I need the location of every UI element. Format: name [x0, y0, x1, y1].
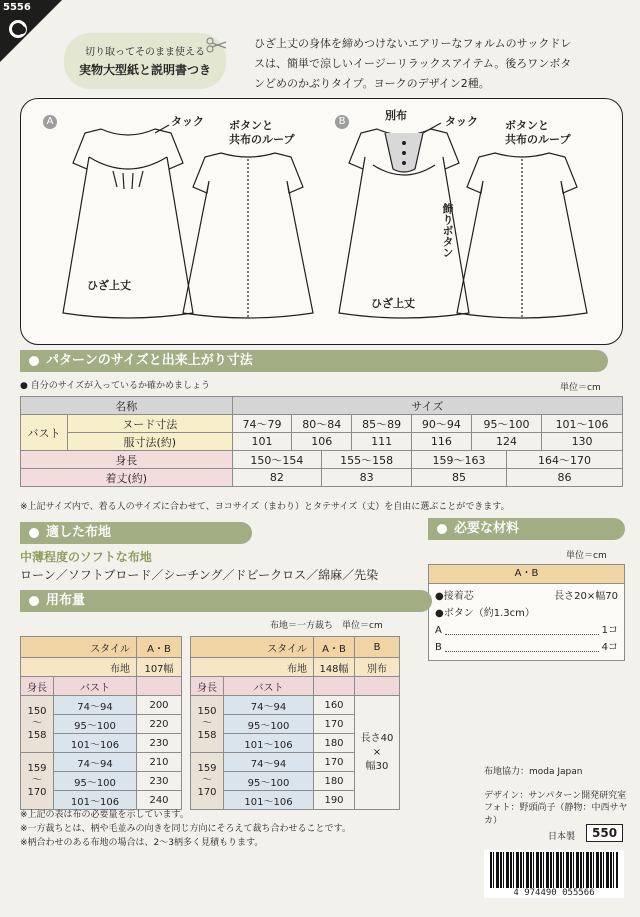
badge-b: B	[335, 115, 349, 129]
size-cell: 86	[506, 469, 622, 487]
t1-bust-cell: 101〜106	[54, 734, 137, 753]
t2-h1-b: 〜	[202, 718, 212, 729]
b-value: 4コ	[601, 642, 618, 653]
t2-height: 身長	[191, 677, 224, 696]
tag-line1: 切り取ってそのまま使える	[85, 47, 205, 58]
materials-section-title: 必要な材料	[428, 518, 625, 540]
t1-bust-cell: 95〜100	[54, 715, 137, 734]
barcode	[484, 850, 624, 898]
length-label: 着丈(約)	[21, 469, 233, 487]
size-cell: 164〜170	[506, 451, 622, 469]
t1-h2-b: 〜	[32, 775, 42, 786]
b-decor-label: 飾りボタン	[441, 203, 454, 258]
size-cell: 116	[412, 433, 472, 451]
size-cell: 130	[542, 433, 623, 451]
footnote-3: ※柄合わせのある布地の場合は、2〜3柄多く見積もります。	[20, 838, 264, 848]
price-box: 550	[586, 824, 623, 842]
t2-val: 180	[314, 734, 355, 753]
fabric-table-1	[20, 636, 182, 810]
t1-bust: バスト	[54, 677, 137, 696]
pattern-tag	[64, 33, 226, 89]
b-length-label: ひざ上丈	[371, 297, 415, 310]
t2-bust: バスト	[224, 677, 314, 696]
decor-button	[402, 161, 406, 165]
footnote-1: ※上記の表は布の必要量を示しています。	[20, 810, 189, 820]
t1-bust-cell: 74〜94	[54, 696, 137, 715]
t1-val: 230	[137, 772, 182, 791]
t2-h1-a: 150	[197, 706, 217, 717]
size-table	[20, 396, 623, 487]
size-cell: 101	[232, 433, 292, 451]
size-unit: 単位＝cm	[560, 383, 601, 393]
a-back-line2: 共布のループ	[229, 133, 295, 146]
materials-box	[428, 564, 625, 661]
garment-label: 服寸法(約)	[68, 433, 233, 451]
t2-bust-cell: 74〜94	[224, 753, 314, 772]
t2-val: 190	[314, 791, 355, 810]
nude-label: ヌード寸法	[68, 415, 233, 433]
interfacing-label: ●接着芯	[435, 591, 474, 602]
barcode-bars	[490, 852, 618, 888]
b-label: B	[435, 642, 442, 653]
t2-style-ab: A・B	[314, 637, 355, 658]
t2-bust-cell: 74〜94	[224, 696, 314, 715]
t2-width: 148幅	[314, 658, 355, 677]
intro-line2: スは、簡単で涼しいイージーリラックスアイテム。後ろワンボタ	[254, 57, 572, 70]
b-tuck-label: タック	[445, 115, 478, 128]
size-cell: 95〜100	[471, 415, 541, 433]
intro-line3: ンどめのかぶりタイプ。ヨークのデザイン2種。	[254, 77, 490, 90]
product-number: 5556	[3, 2, 31, 13]
t1-width: 107幅	[137, 658, 182, 677]
decor-button	[402, 141, 406, 145]
size-cell: 150〜154	[232, 451, 322, 469]
credit-cooperation: 布地協力：moda Japan	[484, 767, 583, 777]
t2-extra-c: 幅30	[365, 760, 389, 772]
t1-bust-cell: 101〜106	[54, 791, 137, 810]
t2-extra: 別布	[355, 658, 400, 677]
size-note: ● 自分のサイズが入っているか確かめましょう	[20, 381, 210, 391]
t2-extra-val	[355, 696, 400, 810]
t2-bust-cell: 95〜100	[224, 715, 314, 734]
t2-h1-c: 158	[197, 730, 217, 741]
t1-val: 240	[137, 791, 182, 810]
tag-line2: 実物大型紙と説明書つき	[78, 63, 211, 77]
scissors-icon	[206, 37, 228, 53]
size-note-text: 自分のサイズが入っているか確かめましょう	[30, 381, 210, 391]
t1-h2	[21, 753, 54, 810]
amount-note: 布地＝一方裁ち 単位＝cm	[270, 621, 383, 631]
t2-bust-cell: 95〜100	[224, 772, 314, 791]
size-cell: 101〜106	[542, 415, 623, 433]
size-cell: 85〜89	[352, 415, 412, 433]
height-label: 身長	[21, 451, 233, 469]
fabric-list: ローン／ソフトブロード／シーチング／ドビークロス／綿麻／先染	[20, 568, 379, 582]
t1-bust-cell: 95〜100	[54, 772, 137, 791]
size-cell: 82	[232, 469, 322, 487]
fabric-table-2	[190, 636, 400, 810]
footnote-2: ※一方裁ちとは、柄や毛並みの向きを同じ方向にそろえて裁ち合わせることです。	[20, 824, 351, 834]
t2-bust-cell: 101〜106	[224, 734, 314, 753]
t1-fabric: 布地	[21, 658, 137, 677]
amount-section-title: 用布量	[20, 590, 432, 612]
intro-line1: ひざ上丈の身体を締めつけないエアリーなフォルムのサックドレ	[254, 37, 572, 50]
t1-h2-c: 170	[27, 787, 47, 798]
size-cell: 83	[322, 469, 412, 487]
a-length-label: ひざ上丈	[87, 279, 131, 292]
size-name-header: 名称	[21, 397, 233, 415]
t1-h1-b: 〜	[32, 718, 42, 729]
t2-h2	[191, 753, 224, 810]
t1-style: スタイル	[21, 637, 137, 658]
size-cell: 124	[471, 433, 541, 451]
b-back-line2: 共布のループ	[505, 133, 571, 146]
a-tuck-label: タック	[171, 115, 204, 128]
materials-body	[428, 584, 625, 661]
size-cell: 85	[412, 469, 507, 487]
t2-h2-c: 170	[197, 787, 217, 798]
b-back-line1: ボタンと	[505, 119, 549, 132]
size-cell: 90〜94	[412, 415, 472, 433]
size-section-title: パターンのサイズと出来上がり寸法	[20, 350, 608, 372]
made-in: 日本製	[548, 832, 576, 842]
t1-val: 230	[137, 734, 182, 753]
t2-fabric: 布地	[191, 658, 314, 677]
t2-h2-b: 〜	[202, 775, 212, 786]
t1-style-ab: A・B	[137, 637, 182, 658]
size-cell: 80〜84	[292, 415, 352, 433]
a-back-line1: ボタンと	[229, 119, 273, 132]
fabric-heading: 中薄程度のソフトな布地	[20, 550, 152, 564]
a-back-label	[229, 119, 294, 147]
t2-val: 180	[314, 772, 355, 791]
bust-label: バスト	[21, 415, 68, 451]
t2-val: 160	[314, 696, 355, 715]
badge-a: A	[43, 115, 57, 129]
size-cell: 111	[352, 433, 412, 451]
b-back-label	[505, 119, 570, 147]
credit-design: デザイン：サンパターン開発研究室	[484, 791, 627, 801]
a-value: 1コ	[601, 625, 618, 636]
size-cell: 155〜158	[322, 451, 412, 469]
t1-h1-c: 158	[27, 730, 47, 741]
a-label: A	[435, 625, 442, 636]
interfacing-value: 長さ20×幅70	[554, 591, 618, 602]
t2-style: スタイル	[191, 637, 314, 658]
t1-val: 210	[137, 753, 182, 772]
barcode-number: 4 974490 055566	[513, 888, 595, 898]
t2-extra-a: 長さ40	[360, 732, 394, 744]
credit-photo: フォト：野頭尚子（静物：中西サヤカ）	[484, 803, 628, 826]
t2-val: 170	[314, 715, 355, 734]
t1-val: 200	[137, 696, 182, 715]
size-cell: 74〜79	[232, 415, 292, 433]
t1-bust-cell: 74〜94	[54, 753, 137, 772]
size-cell: 159〜163	[412, 451, 507, 469]
size-footnote: ※上記サイズ内で、着る人のサイズに合わせて、ヨコサイズ（まわり）とタテサイズ（丈）を自由に選ぶことができます。	[20, 502, 510, 512]
illustration-panel	[20, 98, 623, 345]
size-header: サイズ	[232, 397, 622, 415]
t1-h1	[21, 696, 54, 753]
intro-text	[254, 34, 624, 94]
t1-h2-a: 159	[27, 763, 47, 774]
t1-height: 身長	[21, 677, 54, 696]
size-cell: 106	[292, 433, 352, 451]
footnotes	[20, 808, 351, 850]
t2-val: 170	[314, 753, 355, 772]
materials-header: A・B	[428, 564, 625, 584]
t1-h1-a: 150	[27, 706, 47, 717]
t2-style-b: B	[355, 637, 400, 658]
brand-logo	[9, 20, 27, 38]
b-cloth-label: 別布	[385, 109, 407, 122]
t2-extra-b: ×	[372, 746, 382, 758]
t2-h1	[191, 696, 224, 753]
buttons-label: ●ボタン（約1.3cm）	[435, 608, 535, 619]
t2-bust-cell: 101〜106	[224, 791, 314, 810]
fabric-section-title: 適した布地	[20, 522, 252, 544]
t1-val: 220	[137, 715, 182, 734]
t2-h2-a: 159	[197, 763, 217, 774]
materials-unit: 単位＝cm	[566, 551, 607, 561]
decor-button	[402, 151, 406, 155]
